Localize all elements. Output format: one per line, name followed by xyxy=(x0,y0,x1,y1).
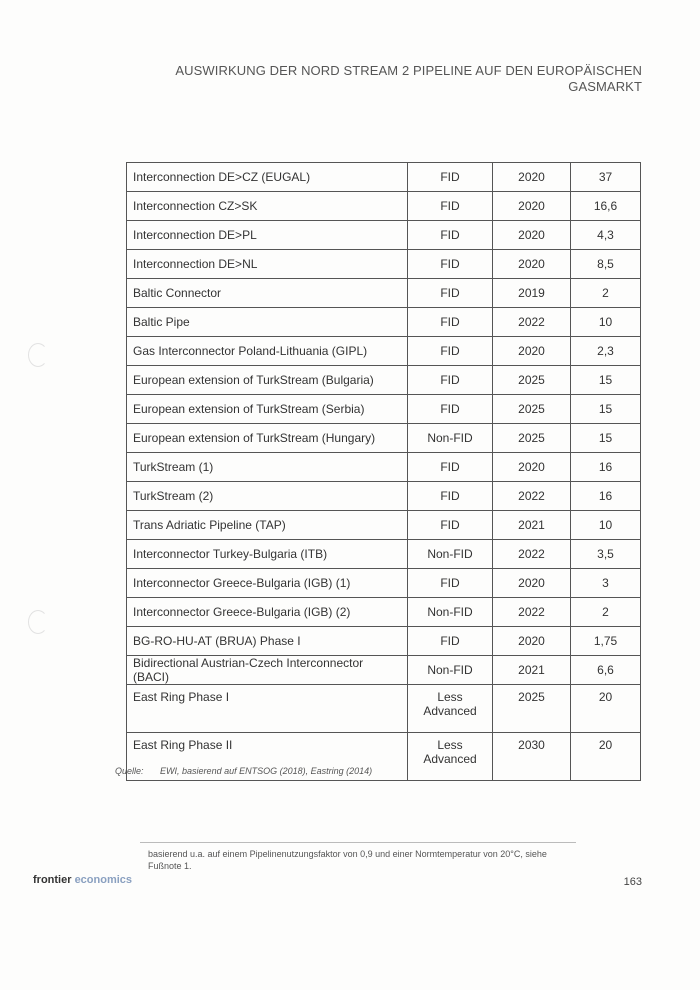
source-note xyxy=(115,766,372,776)
commissioning-year-cell: 2022 xyxy=(493,540,571,569)
pipeline-name-cell: Gas Interconnector Poland-Lithuania (GIPL) xyxy=(127,337,408,366)
commissioning-year-cell: 2025 xyxy=(493,685,571,733)
fid-status-cell: FID xyxy=(408,395,493,424)
pipeline-name-cell: Interconnection DE>CZ (EUGAL) xyxy=(127,163,408,192)
source-text: EWI, basierend auf ENTSOG (2018), Eastring (2014) xyxy=(160,766,373,776)
pipeline-name-cell: European extension of TurkStream (Hungary) xyxy=(127,424,408,453)
fid-status-cell: FID xyxy=(408,250,493,279)
capacity-cell: 20 xyxy=(571,733,641,781)
commissioning-year-cell: 2020 xyxy=(493,221,571,250)
source-label: Quelle: xyxy=(115,766,144,776)
table-row xyxy=(127,221,641,250)
fid-status-cell: FID xyxy=(408,279,493,308)
fid-status-cell: Less Advanced xyxy=(408,685,493,733)
page-header xyxy=(175,63,642,95)
capacity-cell: 15 xyxy=(571,424,641,453)
capacity-cell: 2 xyxy=(571,279,641,308)
capacity-cell: 3 xyxy=(571,569,641,598)
commissioning-year-cell: 2021 xyxy=(493,656,571,685)
commissioning-year-cell: 2021 xyxy=(493,511,571,540)
fid-status-cell: Non-FID xyxy=(408,540,493,569)
pipeline-name-cell: TurkStream (2) xyxy=(127,482,408,511)
commissioning-year-cell: 2025 xyxy=(493,424,571,453)
table-row xyxy=(127,250,641,279)
brand-logo xyxy=(33,874,132,886)
fid-status-cell: Less Advanced xyxy=(408,733,493,781)
table-row xyxy=(127,424,641,453)
capacity-cell: 15 xyxy=(571,366,641,395)
table-row xyxy=(127,279,641,308)
punch-hole-mark xyxy=(28,610,48,634)
capacity-cell: 16 xyxy=(571,453,641,482)
table-row xyxy=(127,453,641,482)
pipeline-name-cell: Bidirectional Austrian-Czech Interconnector (BACI) xyxy=(127,656,408,685)
commissioning-year-cell: 2022 xyxy=(493,598,571,627)
brand-word-frontier: frontier xyxy=(33,874,72,886)
capacity-cell: 37 xyxy=(571,163,641,192)
capacity-cell: 2 xyxy=(571,598,641,627)
table-row xyxy=(127,308,641,337)
pipeline-name-cell: TurkStream (1) xyxy=(127,453,408,482)
commissioning-year-cell: 2025 xyxy=(493,395,571,424)
capacity-cell: 20 xyxy=(571,685,641,733)
capacity-cell: 10 xyxy=(571,308,641,337)
commissioning-year-cell: 2020 xyxy=(493,569,571,598)
table-row xyxy=(127,569,641,598)
header-title-line2: GASMARKT xyxy=(568,79,642,94)
pipeline-name-cell: European extension of TurkStream (Bulgaria) xyxy=(127,366,408,395)
capacity-cell: 2,3 xyxy=(571,337,641,366)
footnote: basierend u.a. auf einem Pipelinenutzungsfaktor von 0,9 und einer Normtemperatur von 20°C, siehe Fußnote 1. xyxy=(148,849,547,871)
pipeline-name-cell: Interconnector Greece-Bulgaria (IGB) (1) xyxy=(127,569,408,598)
fid-status-cell: FID xyxy=(408,627,493,656)
fid-status-cell: Non-FID xyxy=(408,424,493,453)
capacity-cell: 8,5 xyxy=(571,250,641,279)
page-number: 163 xyxy=(623,876,642,888)
commissioning-year-cell: 2020 xyxy=(493,250,571,279)
brand-word-economics: economics xyxy=(74,874,133,886)
table-row xyxy=(127,685,641,733)
table-row xyxy=(127,627,641,656)
pipeline-name-cell: European extension of TurkStream (Serbia) xyxy=(127,395,408,424)
capacity-cell: 16,6 xyxy=(571,192,641,221)
commissioning-year-cell: 2020 xyxy=(493,453,571,482)
commissioning-year-cell: 2022 xyxy=(493,308,571,337)
capacity-cell: 1,75 xyxy=(571,627,641,656)
footnote-divider xyxy=(140,842,576,843)
fid-status-cell: FID xyxy=(408,569,493,598)
pipeline-name-cell: Trans Adriatic Pipeline (TAP) xyxy=(127,511,408,540)
capacity-cell: 16 xyxy=(571,482,641,511)
table-row xyxy=(127,656,641,685)
table-row xyxy=(127,337,641,366)
table-row xyxy=(127,482,641,511)
pipeline-name-cell: Interconnection DE>NL xyxy=(127,250,408,279)
pipeline-name-cell: Interconnection CZ>SK xyxy=(127,192,408,221)
pipeline-name-cell: Interconnection DE>PL xyxy=(127,221,408,250)
capacity-cell: 6,6 xyxy=(571,656,641,685)
pipeline-name-cell: East Ring Phase II xyxy=(127,733,408,781)
pipeline-name-cell: Baltic Connector xyxy=(127,279,408,308)
commissioning-year-cell: 2020 xyxy=(493,192,571,221)
pipeline-name-cell: Interconnector Greece-Bulgaria (IGB) (2) xyxy=(127,598,408,627)
capacity-cell: 3,5 xyxy=(571,540,641,569)
commissioning-year-cell: 2030 xyxy=(493,733,571,781)
header-title-line1: AUSWIRKUNG DER NORD STREAM 2 PIPELINE AUF DEN EUROPÄISCHEN xyxy=(175,63,642,78)
capacity-cell: 10 xyxy=(571,511,641,540)
pipeline-name-cell: BG-RO-HU-AT (BRUA) Phase I xyxy=(127,627,408,656)
commissioning-year-cell: 2022 xyxy=(493,482,571,511)
fid-status-cell: FID xyxy=(408,482,493,511)
fid-status-cell: FID xyxy=(408,163,493,192)
table-row xyxy=(127,598,641,627)
pipeline-table xyxy=(126,162,641,781)
commissioning-year-cell: 2020 xyxy=(493,163,571,192)
capacity-cell: 4,3 xyxy=(571,221,641,250)
fid-status-cell: FID xyxy=(408,453,493,482)
fid-status-cell: FID xyxy=(408,337,493,366)
pipeline-name-cell: East Ring Phase I xyxy=(127,685,408,733)
fid-status-cell: FID xyxy=(408,221,493,250)
table-row xyxy=(127,366,641,395)
punch-hole-mark xyxy=(28,343,48,367)
table-row xyxy=(127,163,641,192)
pipeline-table-body xyxy=(127,163,641,781)
fid-status-cell: FID xyxy=(408,511,493,540)
pipeline-name-cell: Interconnector Turkey-Bulgaria (ITB) xyxy=(127,540,408,569)
fid-status-cell: FID xyxy=(408,308,493,337)
commissioning-year-cell: 2020 xyxy=(493,627,571,656)
commissioning-year-cell: 2020 xyxy=(493,337,571,366)
table-row xyxy=(127,540,641,569)
table-row xyxy=(127,511,641,540)
fid-status-cell: Non-FID xyxy=(408,656,493,685)
table-row xyxy=(127,395,641,424)
commissioning-year-cell: 2019 xyxy=(493,279,571,308)
commissioning-year-cell: 2025 xyxy=(493,366,571,395)
capacity-cell: 15 xyxy=(571,395,641,424)
table-row xyxy=(127,192,641,221)
fid-status-cell: FID xyxy=(408,192,493,221)
fid-status-cell: FID xyxy=(408,366,493,395)
pipeline-name-cell: Baltic Pipe xyxy=(127,308,408,337)
fid-status-cell: Non-FID xyxy=(408,598,493,627)
